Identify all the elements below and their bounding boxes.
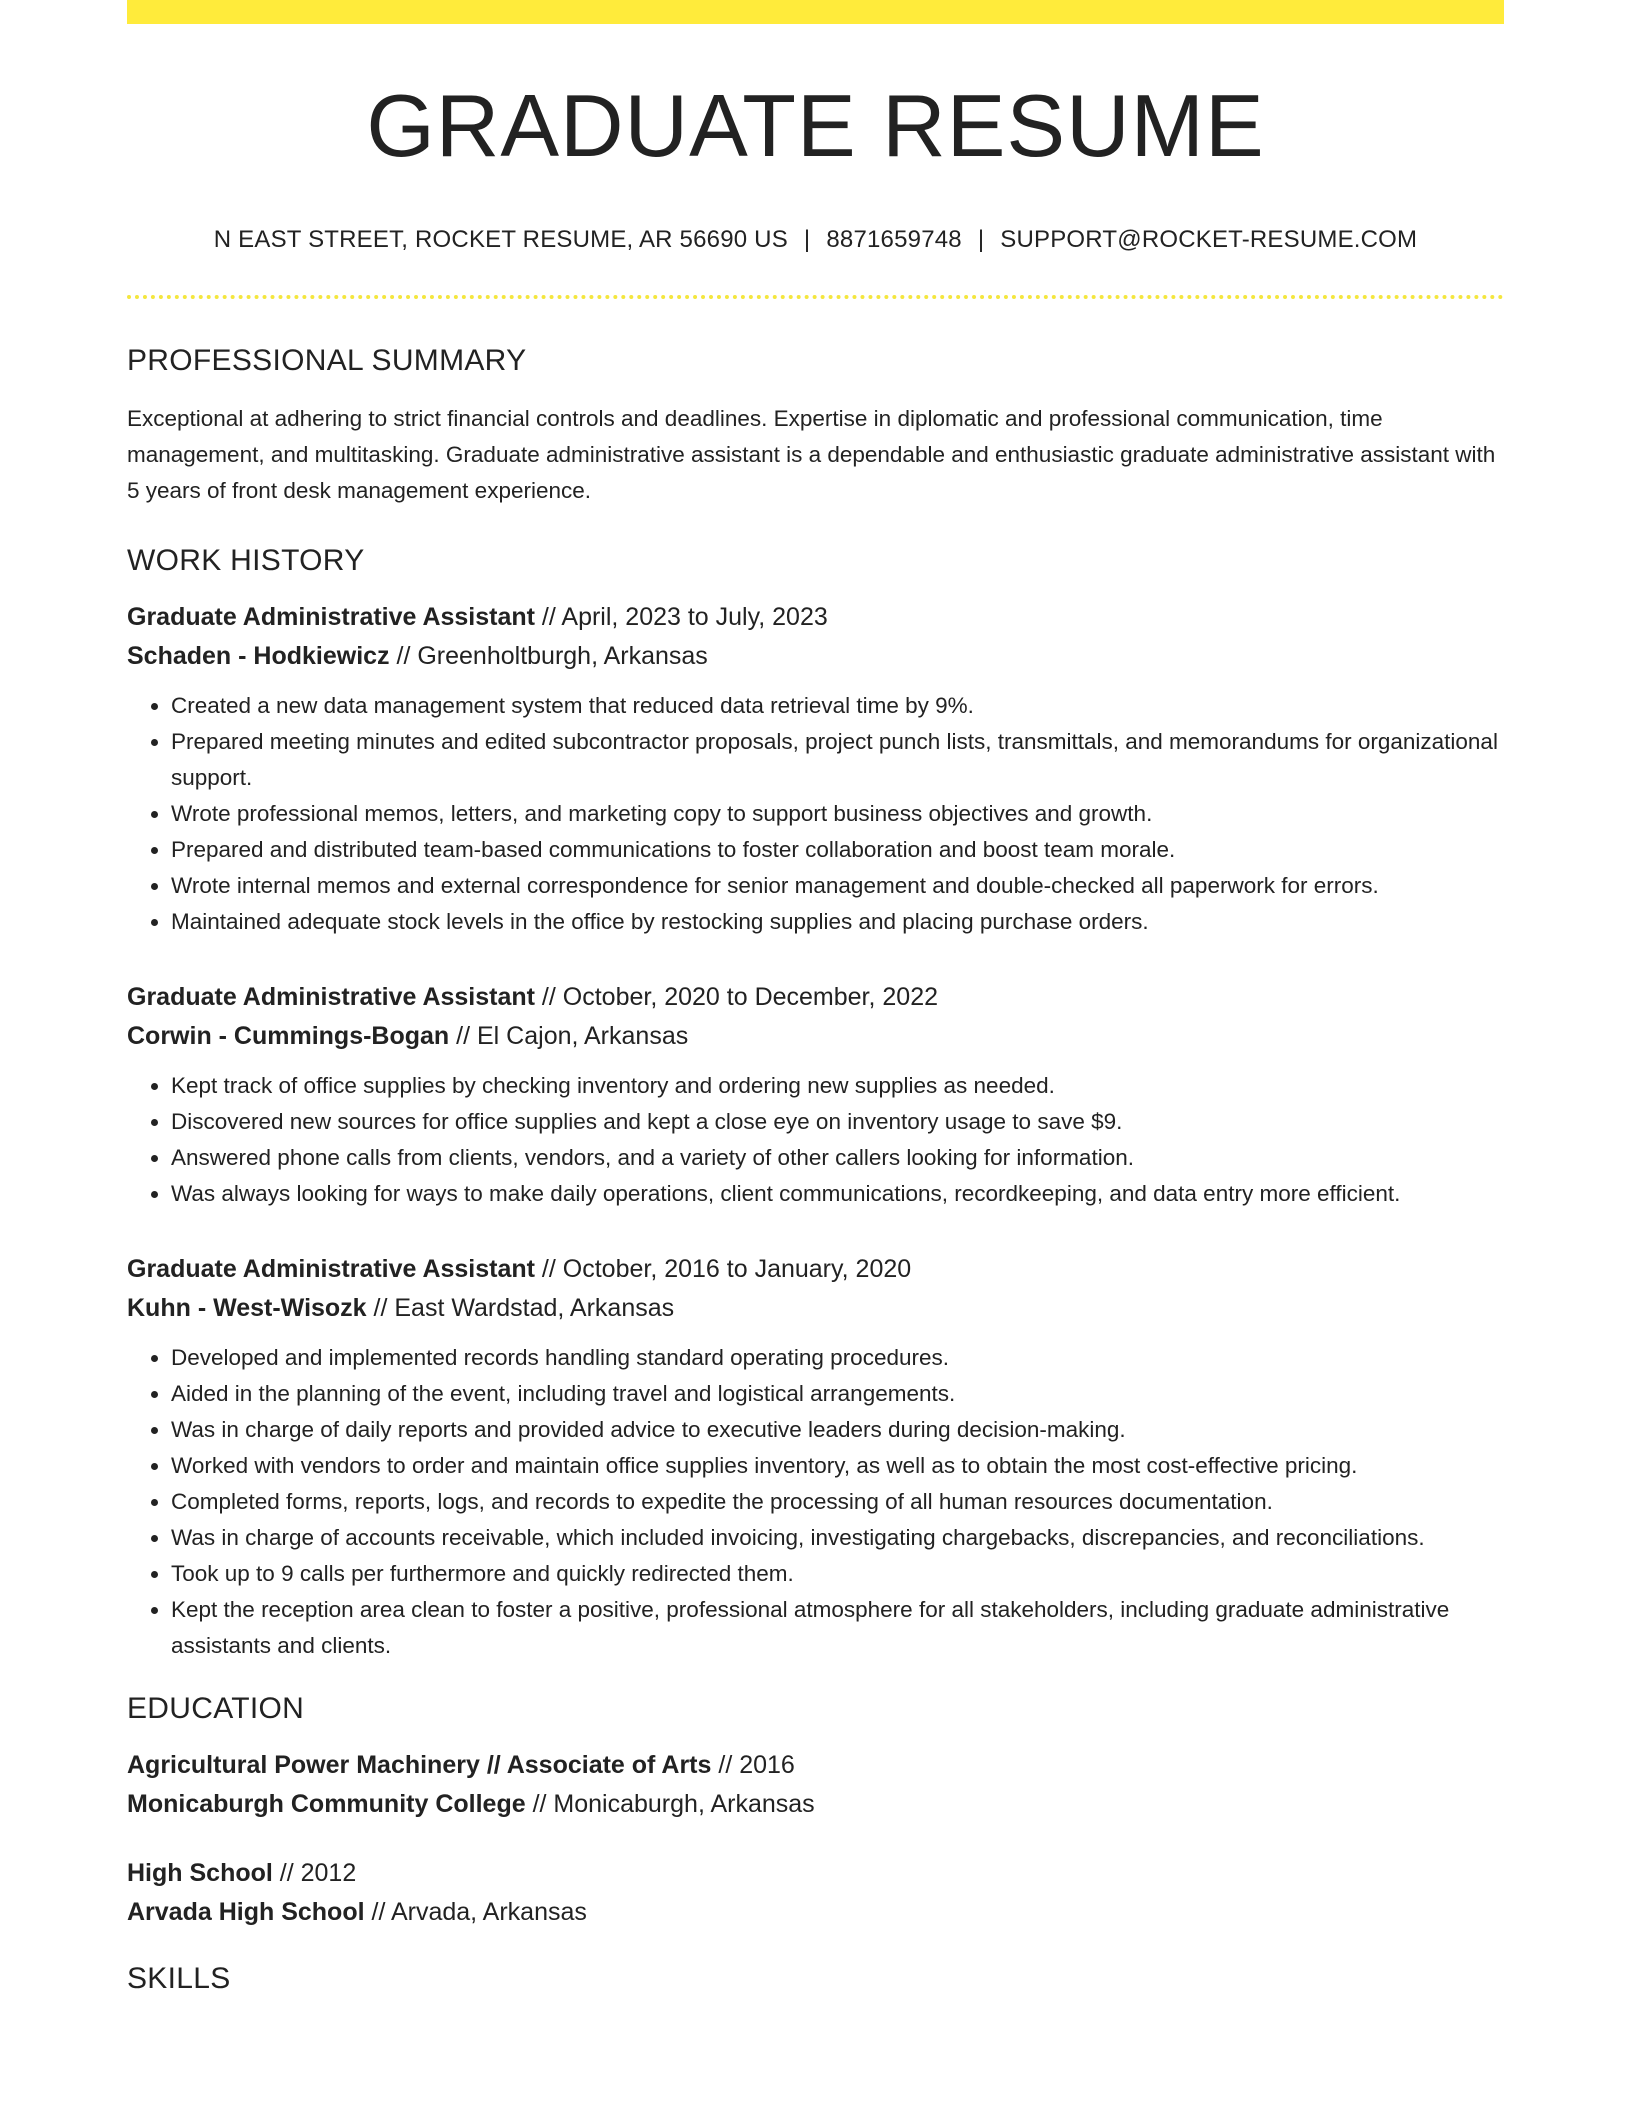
list-item: • Created a new data management system that reduced data retrieval time by 9%. bbox=[171, 688, 1504, 724]
job-bullets bbox=[127, 688, 1504, 940]
job-company-line bbox=[127, 637, 1504, 676]
section-title-summary: PROFESSIONAL SUMMARY bbox=[127, 344, 527, 377]
job-bullets bbox=[127, 1068, 1504, 1212]
job-dates: // October, 2016 to January, 2020 bbox=[534, 1255, 912, 1283]
resume-title: GRADUATE RESUME bbox=[366, 76, 1265, 175]
education-entry bbox=[127, 1854, 1504, 1932]
list-item: • Completed forms, reports, logs, and records to expedite the processing of all human resources documentation. bbox=[171, 1484, 1504, 1520]
section-title-education: EDUCATION bbox=[127, 1692, 305, 1725]
job-role-line bbox=[127, 598, 1504, 637]
education-school-line bbox=[127, 1893, 1504, 1932]
email-link[interactable]: SUPPORT@ROCKET-RESUME.COM bbox=[1000, 226, 1418, 253]
accent-bar bbox=[127, 0, 1504, 24]
separator: | bbox=[803, 226, 811, 253]
education-year: // 2012 bbox=[272, 1859, 357, 1887]
education-degree: High School bbox=[127, 1859, 273, 1887]
list-item: • Was always looking for ways to make daily operations, client communications, recordkeeping, and data entry more efficient. bbox=[171, 1176, 1504, 1212]
list-item: • Took up to 9 calls per furthermore and quickly redirected them. bbox=[171, 1556, 1504, 1592]
education-year: // 2016 bbox=[711, 1751, 795, 1779]
list-item: • Kept track of office supplies by checking inventory and ordering new supplies as needed. bbox=[171, 1068, 1504, 1104]
job-company-line bbox=[127, 1017, 1504, 1056]
section-title-skills: SKILLS bbox=[127, 1962, 231, 1995]
education-location: // Arvada, Arkansas bbox=[364, 1898, 587, 1926]
education-entry bbox=[127, 1746, 1504, 1824]
job-dates: // April, 2023 to July, 2023 bbox=[534, 603, 828, 631]
education-degree-line bbox=[127, 1746, 1504, 1785]
job-role: Graduate Administrative Assistant bbox=[127, 1255, 535, 1283]
list-item: • Was in charge of accounts receivable, which included invoicing, investigating chargebacks, discrepancies, and reconciliations. bbox=[171, 1520, 1504, 1556]
job-location: // Greenholtburgh, Arkansas bbox=[389, 642, 708, 670]
phone: 8871659748 bbox=[826, 226, 962, 253]
job-entry bbox=[127, 1250, 1504, 1664]
job-company: Kuhn - West-Wisozk bbox=[127, 1294, 367, 1322]
list-item: • Prepared meeting minutes and edited subcontractor proposals, project punch lists, transmittals, and memorandums for organizational support. bbox=[171, 724, 1504, 796]
address: N EAST STREET, ROCKET RESUME, AR 56690 US bbox=[213, 226, 788, 253]
education-degree-line bbox=[127, 1854, 1504, 1893]
list-item: • Maintained adequate stock levels in the office by restocking supplies and placing purchase orders. bbox=[171, 904, 1504, 940]
job-role-line bbox=[127, 978, 1504, 1017]
list-item: • Kept the reception area clean to foster a positive, professional atmosphere for all stakeholders, including graduate administrative assistants and clients. bbox=[171, 1592, 1504, 1664]
job-entry bbox=[127, 978, 1504, 1212]
list-item: • Wrote internal memos and external correspondence for senior management and double-checked all paperwork for errors. bbox=[171, 868, 1504, 904]
list-item: • Wrote professional memos, letters, and marketing copy to support business objectives and growth. bbox=[171, 796, 1504, 832]
education-degree: Agricultural Power Machinery // Associate of Arts bbox=[127, 1751, 712, 1779]
job-bullets bbox=[127, 1340, 1504, 1664]
job-role: Graduate Administrative Assistant bbox=[127, 983, 535, 1011]
job-company-line bbox=[127, 1289, 1504, 1328]
dotted-divider bbox=[127, 295, 1504, 299]
education-school: Monicaburgh Community College bbox=[127, 1790, 526, 1818]
education-school-line bbox=[127, 1785, 1504, 1824]
job-location: // El Cajon, Arkansas bbox=[449, 1022, 689, 1050]
list-item: • Answered phone calls from clients, vendors, and a variety of other callers looking for information. bbox=[171, 1140, 1504, 1176]
job-role: Graduate Administrative Assistant bbox=[127, 603, 535, 631]
education-school: Arvada High School bbox=[127, 1898, 365, 1926]
job-location: // East Wardstad, Arkansas bbox=[366, 1294, 675, 1322]
list-item: • Discovered new sources for office supplies and kept a close eye on inventory usage to save $9. bbox=[171, 1104, 1504, 1140]
list-item: • Aided in the planning of the event, including travel and logistical arrangements. bbox=[171, 1376, 1504, 1412]
education-location: // Monicaburgh, Arkansas bbox=[525, 1790, 815, 1818]
job-company: Corwin - Cummings-Bogan bbox=[127, 1022, 450, 1050]
summary-text: Exceptional at adhering to strict financial controls and deadlines. Expertise in diplomatic and professional communication, time management, and multitasking. Graduate administrative assistant is a dependable and enthusiastic graduate administrative assistant with 5 years of front desk management experience. bbox=[127, 406, 1496, 503]
contact-line bbox=[127, 228, 1504, 252]
list-item: • Prepared and distributed team-based communications to foster collaboration and boost team morale. bbox=[171, 832, 1504, 868]
resume-page bbox=[127, 0, 1504, 2112]
job-dates: // October, 2020 to December, 2022 bbox=[534, 983, 939, 1011]
separator: | bbox=[977, 226, 985, 253]
list-item: • Worked with vendors to order and maintain office supplies inventory, as well as to obtain the most cost-effective pricing. bbox=[171, 1448, 1504, 1484]
job-company: Schaden - Hodkiewicz bbox=[127, 642, 390, 670]
job-role-line bbox=[127, 1250, 1504, 1289]
section-title-work-history: WORK HISTORY bbox=[127, 544, 365, 577]
list-item: • Was in charge of daily reports and provided advice to executive leaders during decision-making. bbox=[171, 1412, 1504, 1448]
job-entry bbox=[127, 598, 1504, 940]
list-item: • Developed and implemented records handling standard operating procedures. bbox=[171, 1340, 1504, 1376]
